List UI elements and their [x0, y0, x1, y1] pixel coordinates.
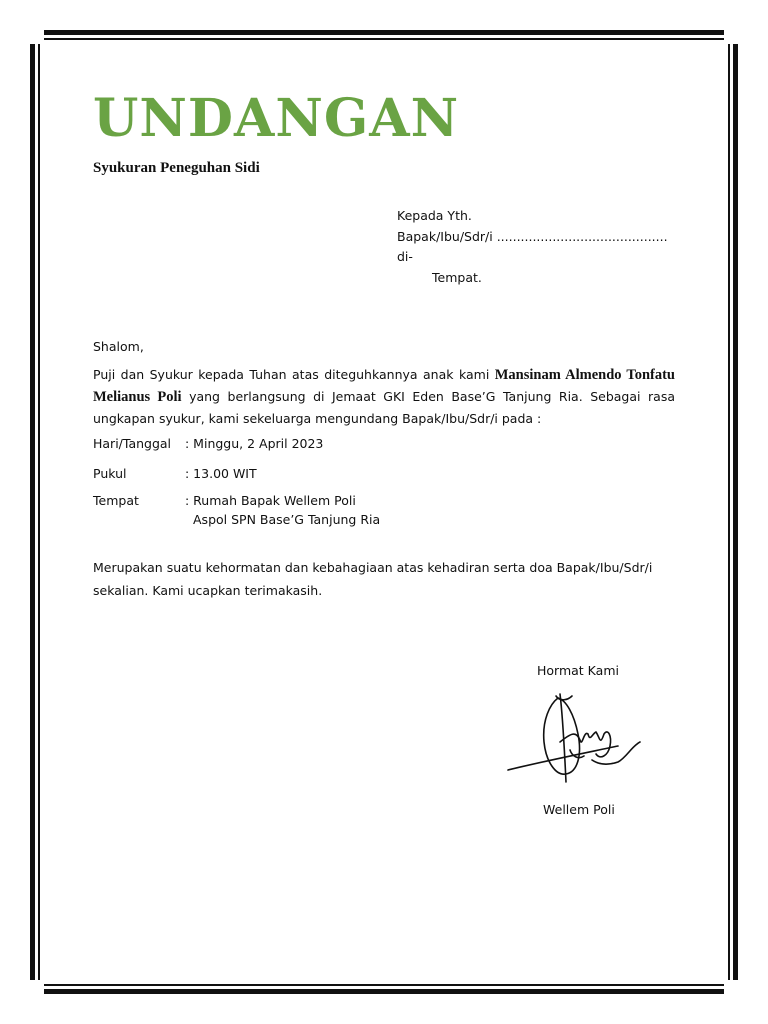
document-title: UNDANGAN: [93, 88, 460, 149]
intro-text: Puji dan Syukur kepada Tuhan atas diteguhkannya anak kami: [93, 367, 495, 382]
letter-body: [93, 336, 675, 429]
border-corner: [30, 980, 44, 994]
greeting: Shalom,: [93, 339, 144, 354]
intro-text: yang berlangsung di Jemaat GKI Eden Base’G Tanjung Ria. Sebagai rasa ungkapan syukur, kami sekeluarga mengundang Bapak/Ibu/Sdr/i pada :: [93, 389, 675, 426]
detail-value: Aspol SPN Base’G Tanjung Ria: [193, 512, 381, 527]
honoree-name: Mansinam Almendo Tonfatu Melianus Poli: [93, 367, 675, 405]
page-border-inner: [38, 38, 730, 986]
closing-paragraph: Merupakan suatu kehormatan dan kebahagiaan atas kehadiran serta doa Bapak/Ibu/Sdr/i sekalian. Kami ucapkan terimakasih.: [93, 560, 653, 598]
detail-value: : Rumah Bapak Wellem Poli: [185, 493, 356, 508]
detail-value: : Minggu, 2 April 2023: [185, 436, 324, 451]
border-corner: [30, 30, 44, 44]
address-line: di-: [397, 249, 413, 264]
regards-text: Hormat Kami: [537, 663, 619, 678]
document-subtitle: Syukuran Peneguhan Sidi: [93, 160, 260, 176]
detail-label: Pukul: [93, 466, 127, 481]
detail-label: Hari/Tanggal: [93, 436, 172, 451]
signature-image: [500, 690, 650, 790]
intro-paragraph: [93, 364, 675, 429]
signer-name: Wellem Poli: [543, 802, 615, 817]
border-corner: [724, 980, 738, 994]
detail-value: : 13.00 WIT: [185, 466, 257, 481]
recipient-address: [397, 206, 668, 288]
address-line: Kepada Yth.: [397, 208, 472, 223]
border-corner: [724, 30, 738, 44]
detail-label: Tempat: [93, 493, 139, 508]
address-line: Bapak/Ibu/Sdr/i ...........................................: [397, 228, 668, 244]
address-line: Tempat.: [432, 269, 482, 285]
